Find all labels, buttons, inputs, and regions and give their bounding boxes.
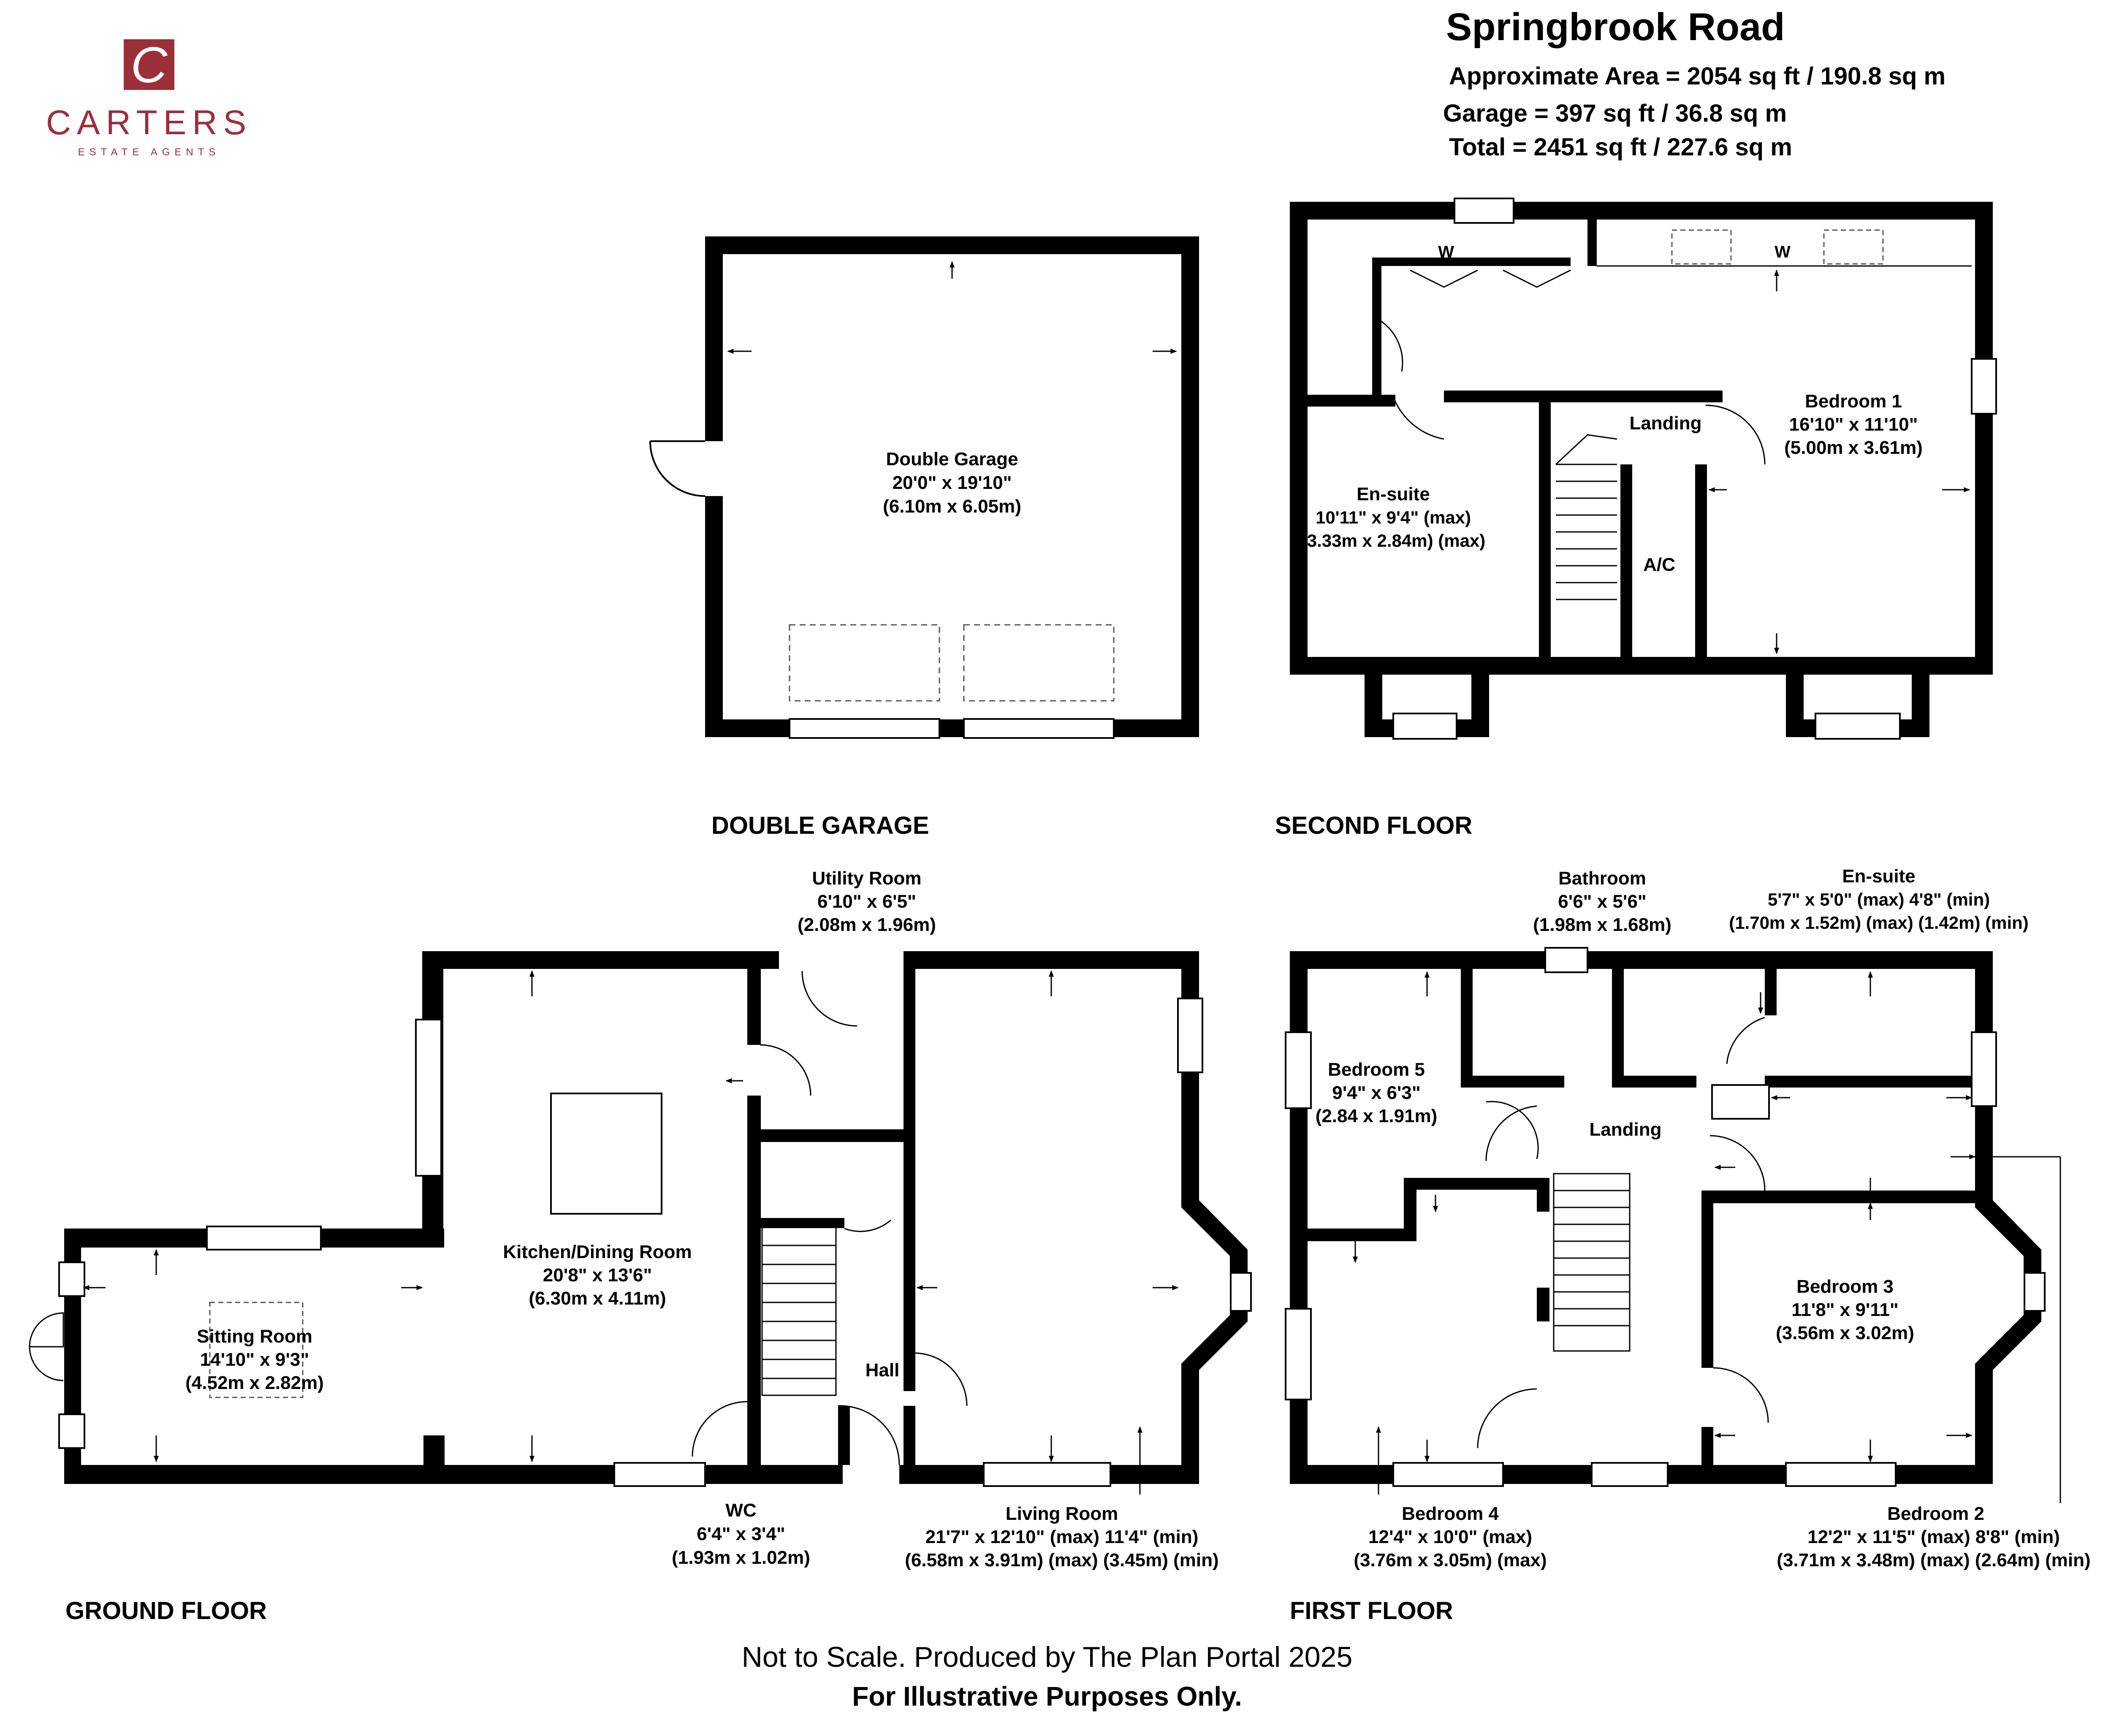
room-dim-metric-utility: (2.08m x 1.96m) bbox=[798, 914, 936, 935]
room-dim-ensuite-first: 5'7" x 5'0" (max) 4'8" (min) bbox=[1767, 890, 1990, 909]
room-dim-metric-bedroom-3: (3.56m x 3.02m) bbox=[1776, 1323, 1914, 1343]
room-name-living: Living Room bbox=[1005, 1503, 1118, 1524]
room-name-bedroom-3: Bedroom 3 bbox=[1796, 1276, 1894, 1297]
logo-wordmark: CARTERS bbox=[46, 103, 252, 142]
room-name-wc: WC bbox=[725, 1500, 757, 1521]
room-dim-living: 21'7" x 12'10" (max) 11'4" (min) bbox=[925, 1527, 1199, 1547]
room-name-ac: A/C bbox=[1643, 554, 1675, 575]
room-dim-metric-bathroom: (1.98m x 1.68m) bbox=[1533, 914, 1671, 935]
room-dim-bedroom-2: 12'2" x 11'5" (max) 8'8" (min) bbox=[1807, 1527, 2060, 1547]
room-dim-double-garage: 20'0" x 19'10" bbox=[892, 472, 1012, 493]
room-dim-metric-living: (6.58m x 3.91m) (max) (3.45m) (min) bbox=[905, 1550, 1219, 1571]
floor-label-garage: DOUBLE GARAGE bbox=[711, 812, 929, 839]
room-dim-metric-bedroom-5: (2.84 x 1.91m) bbox=[1315, 1106, 1438, 1126]
room-dim-bedroom-1: 16'10" x 11'10" bbox=[1789, 414, 1918, 435]
property-title: Springbrook Road bbox=[1446, 5, 1785, 49]
room-dim-metric-bedroom-2: (3.71m x 3.48m) (max) (2.64m) (min) bbox=[1777, 1550, 2091, 1571]
floor-label-ground: GROUND FLOOR bbox=[65, 1597, 267, 1625]
room-dim-metric-bedroom-4: (3.76m x 3.05m) (max) bbox=[1354, 1550, 1547, 1571]
room-dim-metric-bedroom-1: (5.00m x 3.61m) bbox=[1784, 437, 1923, 458]
room-dim-utility: 6'10" x 6'5" bbox=[817, 891, 916, 912]
room-dim-bedroom-3: 11'8" x 9'11" bbox=[1791, 1299, 1899, 1320]
room-name-ensuite-second: En-suite bbox=[1357, 484, 1430, 505]
area-garage: Garage = 397 sq ft / 36.8 sq m bbox=[1443, 100, 1787, 127]
room-name-ensuite-first: En-suite bbox=[1842, 866, 1916, 887]
room-dim-kitchen: 20'8" x 13'6" bbox=[543, 1265, 652, 1286]
room-dim-bathroom: 6'6" x 5'6" bbox=[1558, 891, 1647, 912]
floor-label-second: SECOND FLOOR bbox=[1275, 812, 1473, 839]
disclaimer-illustrative: For Illustrative Purposes Only. bbox=[852, 1681, 1242, 1712]
room-name-bedroom-1: Bedroom 1 bbox=[1805, 391, 1902, 412]
room-name-bedroom-2: Bedroom 2 bbox=[1887, 1503, 1984, 1524]
room-name-bedroom-4: Bedroom 4 bbox=[1402, 1503, 1499, 1524]
room-name-kitchen: Kitchen/Dining Room bbox=[503, 1242, 692, 1262]
room-name-bedroom-5: Bedroom 5 bbox=[1328, 1059, 1425, 1080]
room-dim-metric-ensuite-first: (1.70m x 1.52m) (max) (1.42m) (min) bbox=[1729, 913, 2029, 933]
room-name-utility: Utility Room bbox=[812, 868, 922, 889]
room-dim-bedroom-5: 9'4" x 6'3" bbox=[1332, 1082, 1421, 1103]
logo-tagline: ESTATE AGENTS bbox=[78, 146, 220, 158]
wardrobe-label-right: W bbox=[1775, 243, 1791, 261]
ground-floor-plan bbox=[30, 951, 1251, 1495]
room-dim-metric-kitchen: (6.30m x 4.11m) bbox=[529, 1288, 666, 1309]
carters-logo bbox=[46, 37, 252, 158]
area-approximate: Approximate Area = 2054 sq ft / 190.8 sq m bbox=[1449, 62, 1946, 90]
area-total: Total = 2451 sq ft / 227.6 sq m bbox=[1449, 133, 1792, 161]
room-name-bathroom: Bathroom bbox=[1558, 868, 1646, 889]
room-dim-bedroom-4: 12'4" x 10'0" (max) bbox=[1368, 1527, 1532, 1547]
first-floor-plan bbox=[1286, 948, 2060, 1503]
room-dim-metric-ensuite-second: (3.33m x 2.84m) (max) bbox=[1301, 531, 1486, 551]
disclaimer-scale: Not to Scale. Produced by The Plan Portal 2025 bbox=[741, 1641, 1353, 1673]
floor-label-first: FIRST FLOOR bbox=[1290, 1597, 1453, 1625]
second-floor-plan bbox=[1290, 198, 1996, 739]
logo-mark-letter: C bbox=[130, 37, 168, 93]
room-dim-wc: 6'4" x 3'4" bbox=[697, 1524, 785, 1544]
room-name-landing-second: Landing bbox=[1629, 413, 1702, 434]
room-name-double-garage: Double Garage bbox=[886, 449, 1018, 469]
room-dim-metric-double-garage: (6.10m x 6.05m) bbox=[883, 496, 1021, 517]
room-name-hall: Hall bbox=[865, 1360, 900, 1381]
room-dim-sitting: 14'10" x 9'3" bbox=[200, 1349, 309, 1370]
room-dim-metric-wc: (1.93m x 1.02m) bbox=[672, 1547, 810, 1568]
room-name-sitting: Sitting Room bbox=[197, 1326, 312, 1347]
room-dim-ensuite-second: 10'11" x 9'4" (max) bbox=[1315, 507, 1471, 527]
room-dim-metric-sitting: (4.52m x 2.82m) bbox=[185, 1373, 324, 1393]
wardrobe-label-left: W bbox=[1438, 243, 1454, 261]
room-name-landing-first: Landing bbox=[1589, 1119, 1662, 1140]
